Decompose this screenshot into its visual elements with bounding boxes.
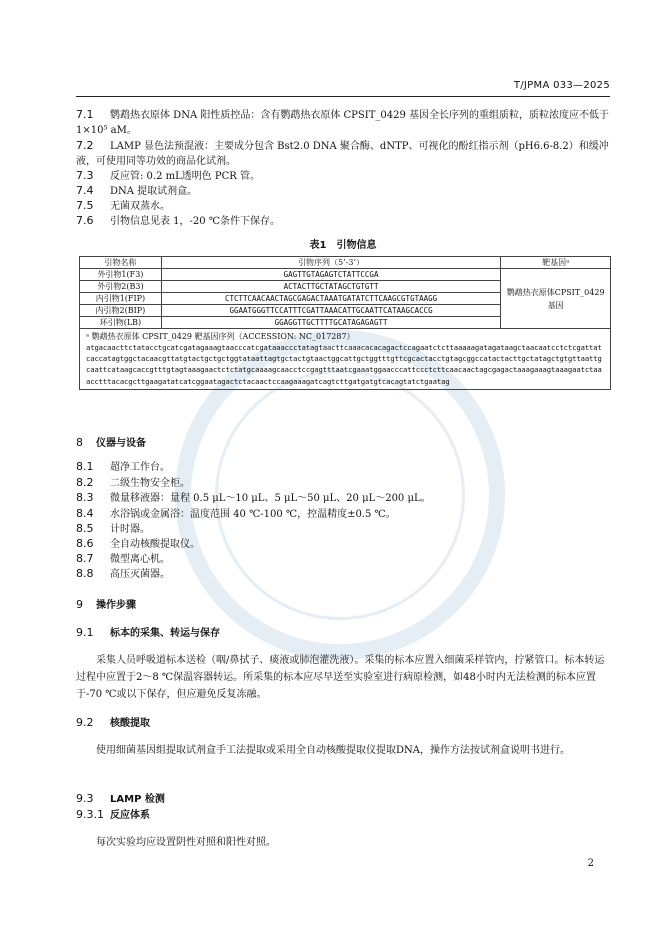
section-9-3-heading: 9.3 LAMP 检测 — [76, 792, 165, 805]
primer-seq: CTCTTCAACAACTAGCGAGACTAAATGATATCTTCAAGCGTGTAAGG — [161, 293, 500, 305]
item-8-6: 8.6 全自动核酸提取仪。 — [76, 537, 200, 550]
primer-name: 环引物(LB) — [80, 317, 162, 329]
paragraph-9-2: 使用细菌基因组提取试剂盒手工法提取或采用全自动核酸提取仪提取DNA，操作方法按试剂盒说明书进行。 — [96, 745, 570, 756]
table-note-row — [80, 329, 611, 390]
item-8-3: 8.3 微量移液器：量程 0.5 μL～10 μL、5 μL～50 μL、20 μL～200 μL。 — [76, 491, 431, 504]
primer-name: 内引物2(BIP) — [80, 305, 162, 317]
header-primer-name: 引物名称 — [80, 257, 162, 269]
table-header-row — [80, 257, 611, 269]
paragraph-9-1: 采集人员呼吸道标本送检（咽/鼻拭子、痰液或肺泡灌洗液）。采集的标本应置入细菌采样管内，拧紧管口。标本转运过程中应置于2～8 ℃保温容器转运。所采集的标本应尽早送至实验室进行病原检测，如48小时内无法检测的标本应置于-70 ℃或以下保存，但应避免反复冻融。 — [76, 655, 605, 700]
note-title: ᵃ 鹦鹉热衣原体 CPSIT_0429 靶基因序列（ACCESSION: NC_017287） — [86, 332, 355, 341]
section-9-heading: 9 操作步骤 — [76, 598, 136, 611]
primer-name: 外引物2(B3) — [80, 281, 162, 293]
primer-seq: ACTACTTGCTATAGCTGTGTT — [161, 281, 500, 293]
item-7-2: 7.2 LAMP 显色法预混液：主要成分包含 Bst2.0 DNA 聚合酶、dNTP、可视化的酚红指示剂（pH6.6-8.2）和缓冲液，可使用同等功效的商品化试剂。 — [76, 139, 609, 167]
item-7-1: 7.1 鹦鹉热衣原体 DNA 阳性质控品：含有鹦鹉热衣原体 CPSIT_0429 基因全长序列的重组质粒，质粒浓度应不低于 1×10⁵ aM。 — [76, 108, 610, 136]
item-7-4: 7.4 DNA 提取试剂盒。 — [76, 184, 198, 197]
header-target-gene: 靶基因ᵃ — [501, 257, 611, 269]
primer-seq: GAGTTGTAGAGTCTATTCCGA — [161, 269, 500, 281]
item-8-4: 8.4 水浴锅或金属浴：温度范围 40 ℃-100 ℃，控温精度±0.5 ℃。 — [76, 507, 396, 520]
primer-table — [79, 256, 611, 390]
section-9-3-1-heading: 9.3.1 反应体系 — [76, 808, 150, 821]
target-gene: 鹦鹉热衣原体CPSIT_0429基因 — [501, 269, 611, 329]
section-9-1-heading: 9.1 标本的采集、转运与保存 — [76, 626, 220, 639]
document-code: T/JPMA 033—2025 — [513, 80, 610, 91]
paragraph-9-3-1: 每次实验均应设置阴性对照和阳性对照。 — [96, 837, 276, 848]
page-number: 2 — [587, 858, 594, 869]
table-row — [80, 269, 611, 281]
section-9-2-heading: 9.2 核酸提取 — [76, 716, 150, 729]
table-caption: 表1 引物信息 — [309, 240, 377, 251]
item-7-3: 7.3 反应管: 0.2 mL透明色 PCR 管。 — [76, 169, 261, 182]
target-sequence: atgacaacttctatacctgcatcgatagaaagtaacccatcgataaaccctatagtaacttcaaacacacagactccagaatctcttaaaaagatagataagctaacaatcctctcgattatcaccatagtggctacaacgttatgtactgctgctggtataattagtgctactgtaactggcattgctggtttgttcgcactacctgtagcggccatactacttgctatagctgtgttaattgcaattcataagcaccgtttgtagtaaagaactctctatgcaaaagcaacctccgagtttaatcgaaatggaacccattccctcttcaacaactagcgagactaaagaaagtaaagaatctaaacctttacacgcttgaagatatcatcggaatagactctacaactccaagaaagatcagtcttgatgatgtcacagtatctgaatag — [86, 343, 602, 386]
item-8-1: 8.1 超净工作台。 — [76, 460, 170, 473]
item-7-6: 7.6 引物信息见表 1，-20 ℃条件下保存。 — [76, 214, 281, 227]
primer-name: 内引物1(FIP) — [80, 293, 162, 305]
item-8-2: 8.2 二级生物安全柜。 — [76, 476, 190, 489]
table-note — [80, 329, 611, 390]
item-8-8: 8.8 高压灭菌器。 — [76, 567, 170, 580]
header-rule — [76, 96, 610, 97]
item-8-5: 8.5 计时器。 — [76, 522, 150, 535]
primer-name: 外引物1(F3) — [80, 269, 162, 281]
primer-seq: GGAATGGGTTCCATTTCGATTAAACATTGCAATTCATAAGCACCG — [161, 305, 500, 317]
header-primer-seq: 引物序列（5’-3’） — [161, 257, 500, 269]
item-7-5: 7.5 无菌双蒸水。 — [76, 199, 170, 212]
section-8-heading: 8 仪器与设备 — [76, 436, 146, 449]
item-8-7: 8.7 微型离心机。 — [76, 552, 170, 565]
primer-seq: GGAGGTTGCTTTTGCATAGAGAGTT — [161, 317, 500, 329]
